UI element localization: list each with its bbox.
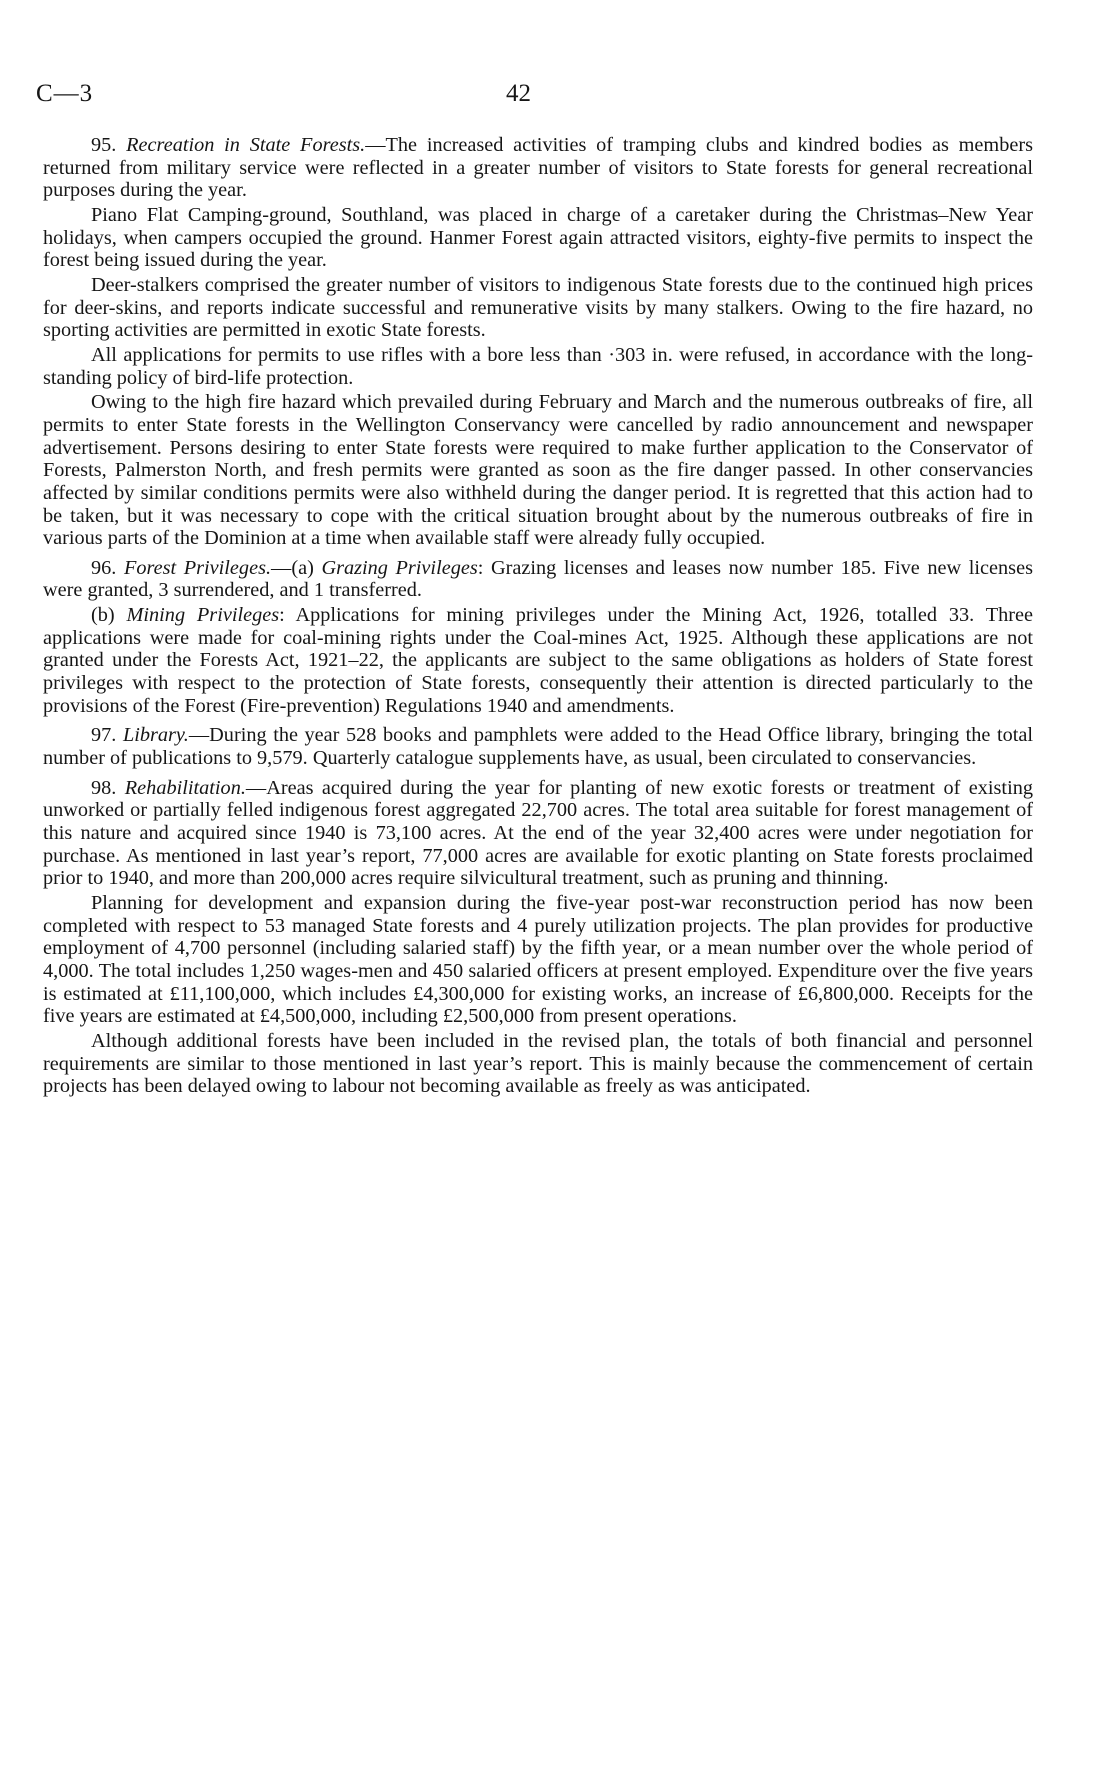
paragraph-text: —During the year 528 books and pamphlets were added to the Head Office library, bringing the total number of publications to 9,579. Quarterly catalogue supplements have, as usual, been circulated to conservancies. (43, 724, 1033, 770)
parliamentary-paper-reference: C—3 (36, 80, 94, 107)
paragraph-96-grazing (43, 557, 1033, 602)
paragraph-95-intro (43, 134, 1033, 202)
page-header (36, 80, 1036, 114)
paragraph-95-rifle-permits: All applications for permits to use rifles with a bore less than ·303 in. were refused, in accordance with the long-standing policy of bird-life protection. (43, 343, 1033, 389)
paragraph-text: : Applications for mining privileges under the Mining Act, 1926, totalled 33. Three applications were made for coal-mining rights under the Coal-mines Act, 1925. Although these applications are not granted under the Forests Act, 1921–22, the applicants are subject to the same obligations as holders of State forest privileges with respect to the protection of State forests, consequently their attention is directed particularly to the provisions of the Forest (Fire-prevention) Regulations 1940 and amendments. (43, 604, 1033, 717)
section-number: 96. (91, 556, 117, 579)
paragraph-98-revised-plan: Although additional forests have been included in the revised plan, the totals of both financial and personnel requirements are similar to those mentioned in last year’s report. This is mainly because the commencement of certain projects has been delayed owing to labour not becoming available as freely as was anticipated. (43, 1029, 1033, 1098)
paragraph-98-rehabilitation (43, 777, 1033, 890)
section-number: 98. (91, 776, 117, 799)
page-number: 42 (506, 80, 531, 107)
paragraph-96-mining (43, 604, 1033, 717)
body-text (43, 134, 1033, 1100)
paragraph-text: : Grazing licenses and leases now number 185. Five new licenses were granted, 3 surrendered, and 1 transferred. (43, 556, 1033, 602)
paragraph-98-planning: Planning for development and expansion during the five-year post-war reconstruction period has now been completed with respect to 53 managed State forests and 4 purely utilization projects. The plan provides for productive employment of 4,700 personnel (including salaried staff) by the fifth year, or a mean number over the whole period of 4,000. The total includes 1,250 wages-men and 450 salaried officers at present employed. Expenditure over the five years is estimated at £11,100,000, which includes £4,300,000 for existing works, an increase of £6,800,000. Receipts for the five years are estimated at £4,500,000, including £2,500,000 from present operations. (43, 892, 1033, 1028)
subsection-title-mining: Mining Privileges (126, 604, 280, 627)
section-title-recreation: Recreation in State Forests. (126, 134, 366, 156)
section-number: 95. (91, 134, 117, 156)
paragraph-97-library (43, 724, 1033, 769)
subsection-title-grazing: Grazing Privileges (321, 556, 478, 579)
paragraph-95-deer-stalkers: Deer-stalkers comprised the greater number of visitors to indigenous State forests due to the continued high prices for deer-skins, and reports indicate successful and remunerative visits by many stalkers. Owing to the fire hazard, no sporting activities are permitted in exotic State forests. (43, 273, 1033, 342)
section-title-forest-privileges: Forest Privileges. (123, 556, 272, 579)
subsection-prefix: (b) (91, 604, 115, 627)
section-title-library: Library. (122, 724, 189, 747)
paragraph-text: —Areas acquired during the year for planting of new exotic forests or treatment of existing unworked or partially felled indigenous forest aggregated 22,700 acres. The total area suitable for forest management of this nature and acquired since 1940 is 73,100 acres. At the end of the year 32,400 acres were under negotiation for purchase. As mentioned in last year’s report, 77,000 acres are available for exotic planting on State forests proclaimed prior to 1940, and more than 200,000 acres require silvicultural treatment, such as pruning and thinning. (43, 776, 1033, 890)
paragraph-95-fire-hazard: Owing to the high fire hazard which prevailed during February and March and the numerous outbreaks of fire, all permits to enter State forests in the Wellington Conservancy were cancelled by radio announcement and newspaper advertisement. Persons desiring to enter State forests were required to make further application to the Conservator of Forests, Palmerston North, and fresh permits were granted as soon as the fire danger passed. In other conservancies affected by similar conditions permits were also withheld during the danger period. It is regretted that this action had to be taken, but it was necessary to cope with the critical situation brought about by the numerous outbreaks of fire in various parts of the Dominion at a time when available staff were already fully occupied. (43, 391, 1033, 550)
section-number: 97. (91, 724, 117, 747)
section-title-rehabilitation: Rehabilitation. (124, 776, 246, 799)
paragraph-95-piano-flat: Piano Flat Camping-ground, Southland, was placed in charge of a caretaker during the Christmas–New Year holidays, when campers occupied the ground. Hanmer Forest again attracted visitors, eighty-five permits to inspect the forest being issued during the year. (43, 203, 1033, 272)
paragraph-text: —The increased activities of tramping clubs and kindred bodies as members returned from military service were reflected in a greater number of visitors to State forests for general recreational purposes during the year. (43, 134, 1033, 202)
subsection-prefix: —(a) (271, 556, 314, 579)
